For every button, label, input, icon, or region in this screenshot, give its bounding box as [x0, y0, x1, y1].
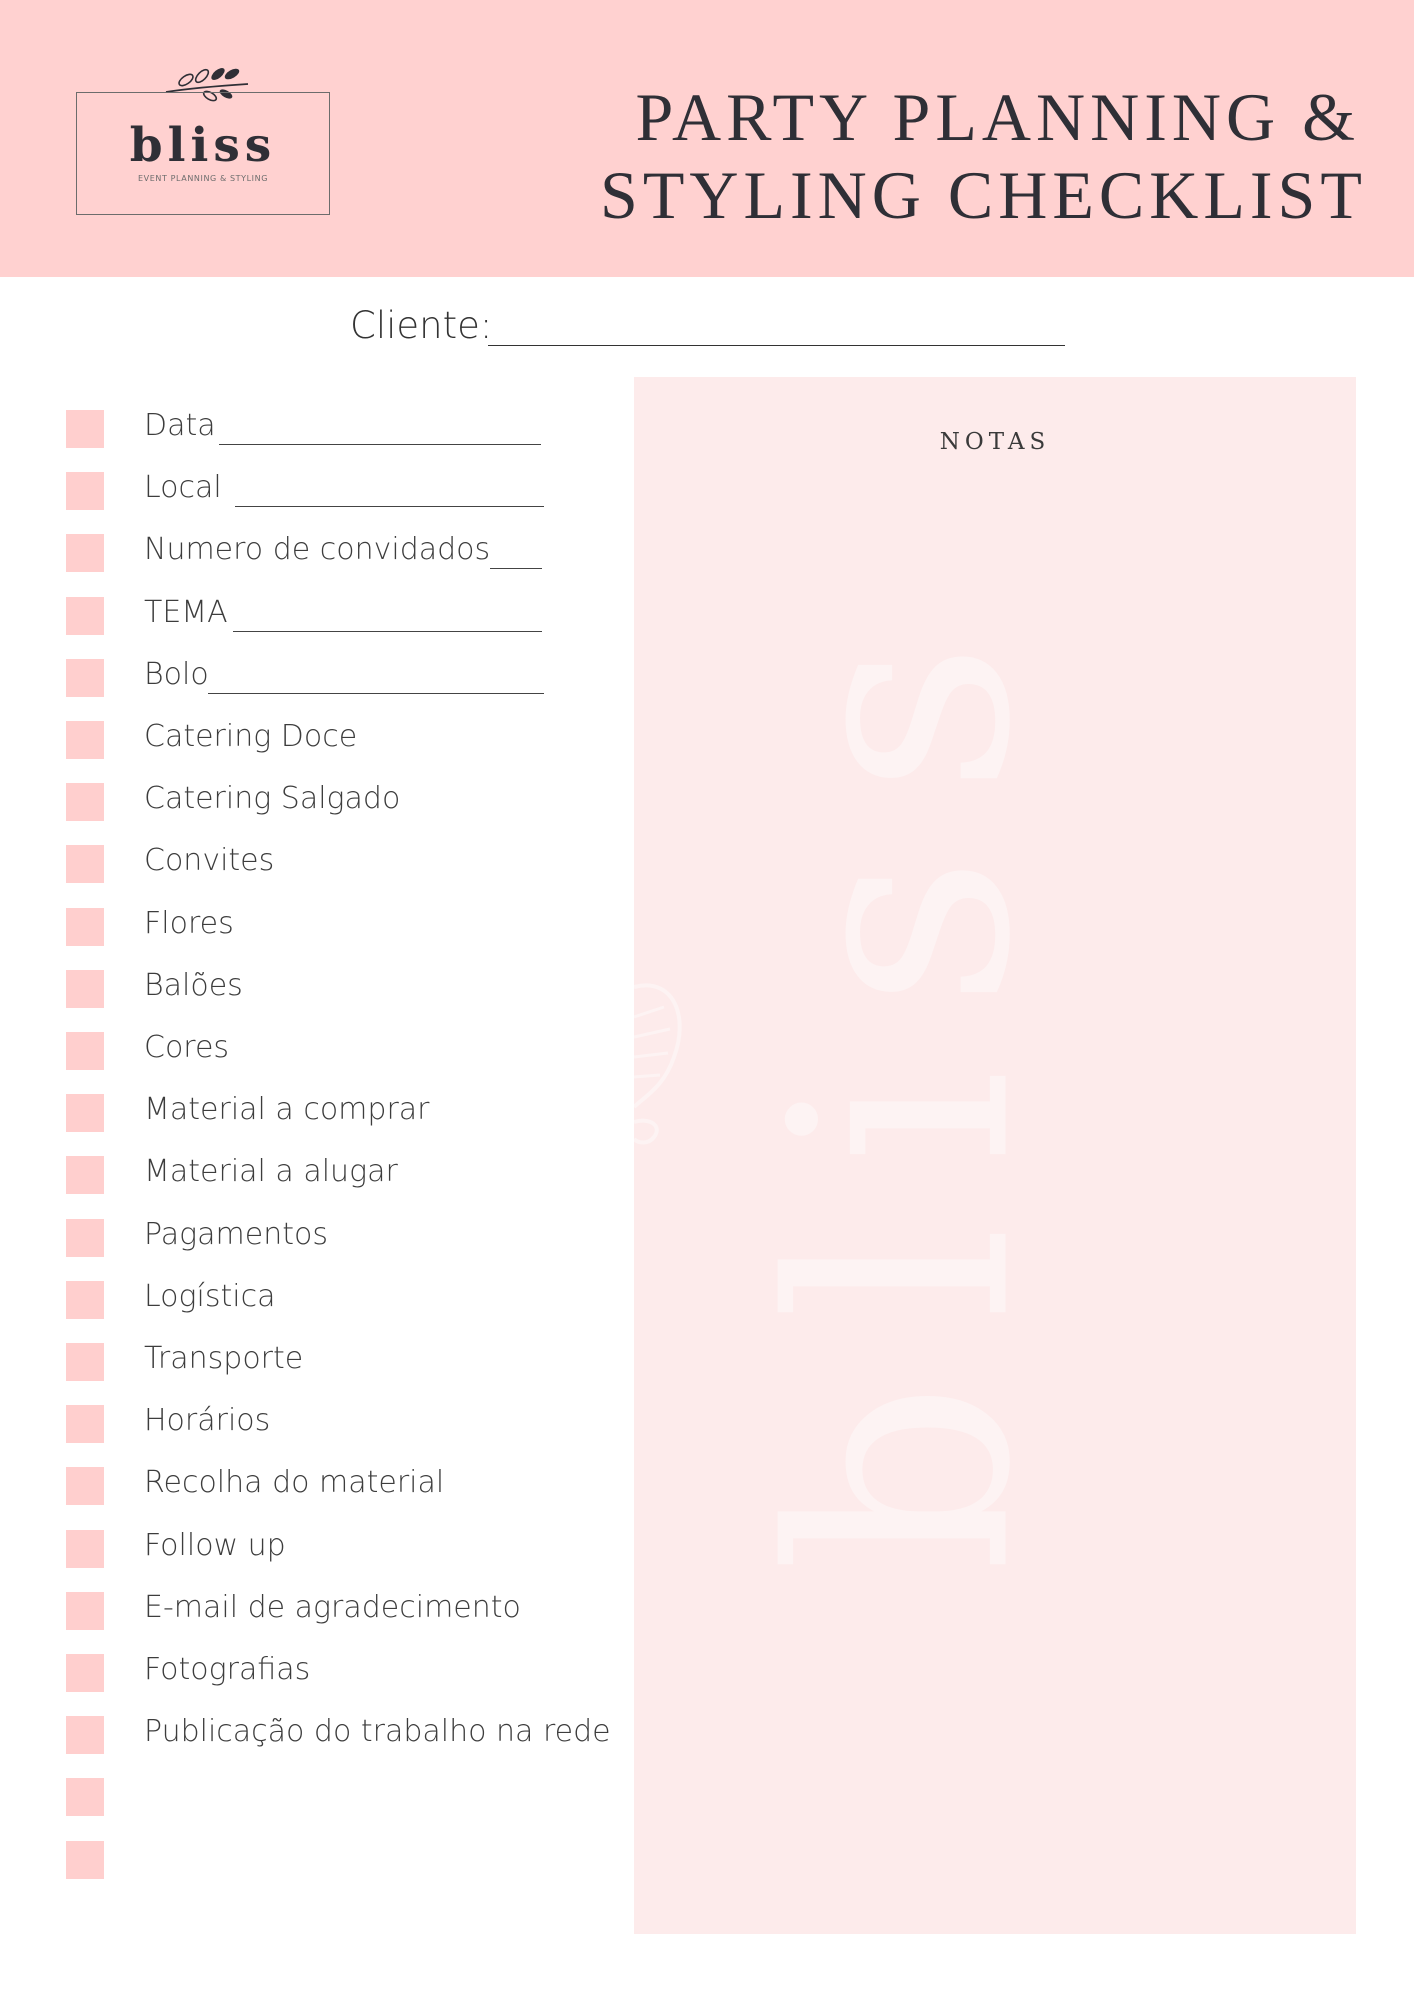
watermark-text: bliss — [727, 581, 1077, 1573]
checkbox[interactable] — [66, 1530, 104, 1568]
checklist-item-label: Recolha do material — [144, 1465, 445, 1501]
notes-panel[interactable] — [634, 377, 1356, 1934]
checkbox[interactable] — [66, 534, 104, 572]
checkbox[interactable] — [66, 1094, 104, 1132]
checklist-item-label: Numero de convidados — [144, 532, 491, 568]
checklist-item-label: Pagamentos — [144, 1216, 328, 1252]
checkbox[interactable] — [66, 845, 104, 883]
fill-in-line[interactable] — [490, 568, 542, 569]
checkbox[interactable] — [66, 1716, 104, 1754]
checklist-item-label: Follow up — [144, 1527, 286, 1563]
checklist-item-label: TEMA — [144, 594, 228, 630]
checkbox[interactable] — [66, 908, 104, 946]
checklist-item-label: Fotografias — [144, 1652, 311, 1687]
checkbox[interactable] — [66, 597, 104, 635]
checklist-item-label: Logística — [144, 1278, 276, 1314]
checklist-item-label: Cores — [144, 1030, 230, 1065]
checkbox[interactable] — [66, 1778, 104, 1816]
checkbox[interactable] — [66, 659, 104, 697]
checklist-item-label: Bolo — [144, 656, 209, 692]
checklist-item-label: Material a comprar — [144, 1092, 430, 1128]
checkbox[interactable] — [66, 1592, 104, 1630]
title-line-2: STYLING CHECKLIST — [600, 157, 1367, 233]
client-label: Cliente: — [350, 304, 493, 347]
checkbox[interactable] — [66, 783, 104, 821]
checklist-item-label: Local — [144, 470, 222, 506]
checklist-item-label: Flores — [144, 905, 234, 941]
checklist-item-label: Data — [144, 408, 216, 443]
watermark-leaf-icon — [634, 957, 694, 1157]
checklist-item-label: Publicação do trabalho na rede — [144, 1714, 611, 1750]
checklist-item-label: Balões — [144, 967, 243, 1003]
fill-in-line[interactable] — [235, 506, 544, 507]
checkbox[interactable] — [66, 1343, 104, 1381]
checkbox[interactable] — [66, 1219, 104, 1257]
fill-in-line[interactable] — [208, 693, 544, 694]
checkbox[interactable] — [66, 721, 104, 759]
checklist-item-label: Transporte — [144, 1341, 304, 1376]
logo-wordmark: bliss — [129, 118, 277, 173]
checkbox[interactable] — [66, 1281, 104, 1319]
checkbox[interactable] — [66, 1032, 104, 1070]
checklist-item-label: Catering Doce — [144, 719, 358, 754]
checklist-item-label: E-mail de agradecimento — [144, 1589, 521, 1625]
checkbox[interactable] — [66, 1841, 104, 1879]
checklist-item-label: Material a alugar — [144, 1154, 398, 1190]
checkbox[interactable] — [66, 1467, 104, 1505]
notes-title: NOTAS — [939, 429, 1051, 455]
checkbox[interactable] — [66, 1405, 104, 1443]
fill-in-line[interactable] — [233, 631, 542, 632]
checkbox[interactable] — [66, 472, 104, 510]
checkbox[interactable] — [66, 970, 104, 1008]
fill-in-line[interactable] — [219, 444, 541, 445]
checkbox[interactable] — [66, 410, 104, 448]
checklist-item-label: Catering Salgado — [144, 781, 401, 817]
checklist-item-label: Horários — [144, 1403, 271, 1439]
checkbox[interactable] — [66, 1654, 104, 1692]
checkbox[interactable] — [66, 1156, 104, 1194]
page-title — [600, 78, 1367, 234]
logo-tagline: EVENT PLANNING & STYLING — [137, 174, 269, 183]
checklist-item-label: Convites — [144, 843, 275, 879]
client-input-line[interactable] — [488, 345, 1065, 346]
title-line-1: PARTY PLANNING & — [635, 79, 1360, 155]
